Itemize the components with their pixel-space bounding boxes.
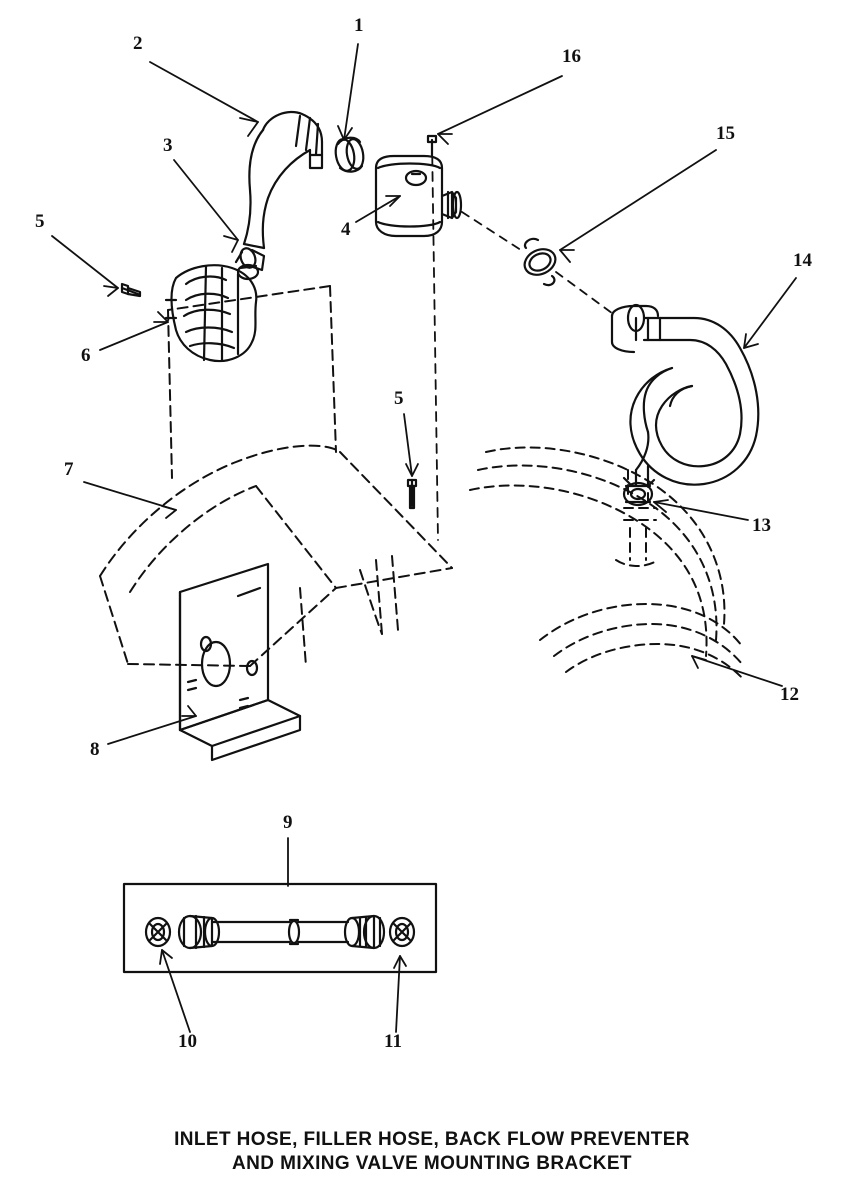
inlet-hose-part-2: [244, 112, 322, 248]
hose-clamp-part-1: [333, 138, 365, 173]
figure-caption-line-2: AND MIXING VALVE MOUNTING BRACKET: [232, 1152, 632, 1174]
hose-kit-box-part-9: [124, 884, 436, 972]
figure-caption: [0, 1128, 864, 1176]
callout-15: 15: [716, 123, 735, 144]
callout-6: 6: [81, 345, 91, 366]
tub-outline-part-12: [470, 447, 744, 680]
hose-clamp-part-15: [520, 239, 559, 285]
callout-9: 9: [283, 812, 293, 833]
callout-10: 10: [178, 1031, 197, 1052]
alignment-dash-vertical: [432, 140, 438, 540]
callout-8: 8: [90, 739, 100, 760]
callout-1: 1: [354, 15, 364, 36]
backflow-preventer-part-4: [376, 136, 461, 236]
mixing-valve-part-6: [166, 265, 258, 361]
filler-hose-part-14: [612, 305, 758, 486]
callout-11: 11: [384, 1031, 402, 1052]
callout-4: 4: [341, 219, 351, 240]
callout-13: 13: [752, 515, 771, 536]
mounting-bracket-part-8: [180, 564, 300, 760]
callout-5-left: 5: [35, 211, 45, 232]
screw-part-5-middle: [408, 480, 416, 508]
screw-part-5-left: [122, 284, 140, 296]
alignment-dash-upper: [462, 212, 616, 316]
figure-caption-line-1: INLET HOSE, FILLER HOSE, BACK FLOW PREVENTER: [174, 1129, 690, 1150]
callout-5-middle: 5: [394, 388, 404, 409]
callout-16: 16: [562, 46, 581, 67]
callout-2: 2: [133, 33, 143, 54]
callout-14: 14: [793, 250, 812, 271]
cabinet-outline-part-7: [100, 286, 452, 666]
callout-3: 3: [163, 135, 173, 156]
callout-12: 12: [780, 684, 799, 705]
filler-hose-assembly: [146, 916, 414, 948]
callout-7: 7: [64, 459, 74, 480]
